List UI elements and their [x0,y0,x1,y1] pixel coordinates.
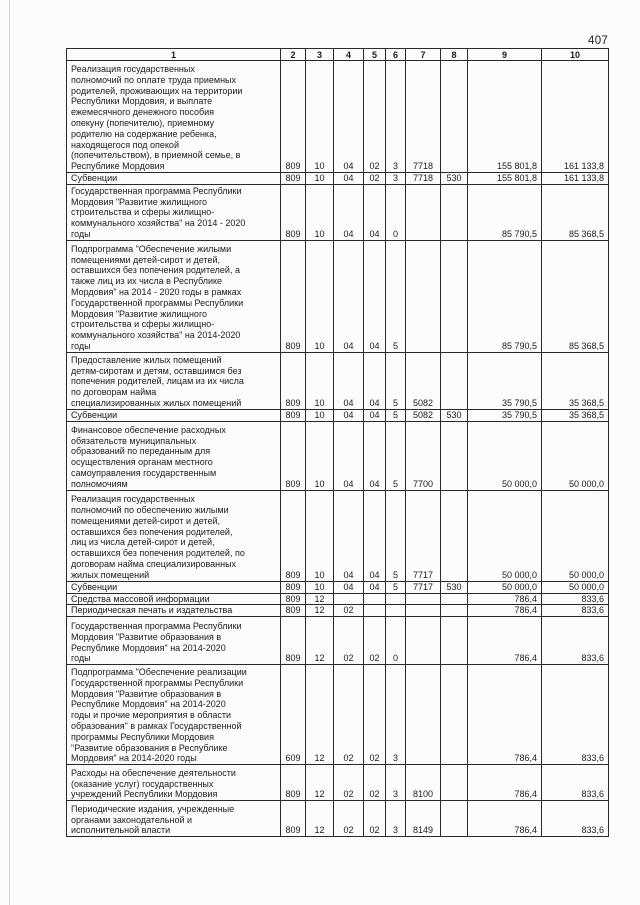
cell-col-6: 3 [386,801,406,837]
cell-col-3: 12 [306,605,334,617]
header-col-3: 3 [306,49,334,61]
cell-col-2: 809 [281,421,306,490]
cell-col-7: 7718 [406,173,441,185]
cell-col-5 [364,605,386,617]
cell-col-9: 786,4 [468,605,542,617]
table-row [67,605,609,617]
cell-col-4: 02 [334,665,364,765]
row-description: Финансовое обеспечение расходных обязательств муниципальных образований по переданным для осуществления органам местного самоуправления государственным полномочиям [67,421,281,490]
cell-col-2: 809 [281,765,306,801]
cell-col-9: 85 790,5 [468,240,542,352]
cell-col-5: 02 [364,173,386,185]
cell-col-3: 12 [306,665,334,765]
cell-col-6: 3 [386,61,406,173]
cell-col-4 [334,593,364,605]
cell-col-5: 02 [364,617,386,665]
cell-col-9: 786,4 [468,593,542,605]
cell-col-10: 85 368,5 [542,184,609,240]
cell-col-8 [441,61,468,173]
cell-col-10: 85 368,5 [542,240,609,352]
header-col-6: 6 [386,49,406,61]
cell-col-4: 02 [334,617,364,665]
cell-col-8 [441,184,468,240]
cell-col-3: 12 [306,801,334,837]
cell-col-4: 04 [334,421,364,490]
cell-col-7 [406,617,441,665]
cell-col-9: 35 790,5 [468,352,542,409]
cell-col-3: 10 [306,240,334,352]
cell-col-6: 3 [386,173,406,185]
cell-col-2: 809 [281,593,306,605]
cell-col-3: 10 [306,352,334,409]
cell-col-3: 10 [306,409,334,421]
cell-col-10: 50 000,0 [542,421,609,490]
row-description: Подпрограмма "Обеспечение реализации Государственной программы Республики Мордовия "Развитие образования в Республике Мордовия" на 2014-2020 годы и прочие мероприятия в области образования" в рамках Государственной программы Республики Мордовия "Развитие образования в Республике Мордовия" на 2014-2020 годы [67,665,281,765]
header-col-8: 8 [441,49,468,61]
table-row [67,581,609,593]
row-description: Государственная программа Республики Мордовия "Развитие жилищного строительства и сферы жилищно- коммунального хозяйства" на 2014 - 2020 годы [67,184,281,240]
cell-col-9: 786,4 [468,801,542,837]
cell-col-6: 5 [386,581,406,593]
cell-col-7 [406,240,441,352]
cell-col-9: 155 801,8 [468,173,542,185]
cell-col-8 [441,490,468,581]
cell-col-2: 809 [281,173,306,185]
table-row [67,240,609,352]
cell-col-4: 04 [334,409,364,421]
cell-col-3: 10 [306,61,334,173]
cell-col-9: 786,4 [468,665,542,765]
cell-col-8 [441,593,468,605]
cell-col-5: 02 [364,61,386,173]
cell-col-4: 02 [334,605,364,617]
table-row [67,173,609,185]
row-description: Периодическая печать и издательства [67,605,281,617]
cell-col-2: 809 [281,240,306,352]
cell-col-7: 7718 [406,61,441,173]
cell-col-2: 609 [281,665,306,765]
table-row [67,801,609,837]
cell-col-2: 809 [281,605,306,617]
cell-col-8 [441,421,468,490]
cell-col-2: 809 [281,490,306,581]
cell-col-2: 809 [281,184,306,240]
cell-col-5: 04 [364,581,386,593]
cell-col-4: 04 [334,490,364,581]
cell-col-5: 04 [364,421,386,490]
cell-col-5: 04 [364,352,386,409]
cell-col-8 [441,801,468,837]
cell-col-9: 35 790,5 [468,409,542,421]
cell-col-3: 10 [306,173,334,185]
cell-col-10: 50 000,0 [542,490,609,581]
cell-col-7 [406,593,441,605]
cell-col-10: 35 368,5 [542,352,609,409]
header-row [67,49,609,61]
cell-col-6: 3 [386,665,406,765]
cell-col-2: 809 [281,801,306,837]
row-description: Расходы на обеспечение деятельности (оказание услуг) государственных учреждений Республики Мордовия [67,765,281,801]
cell-col-7: 7717 [406,581,441,593]
cell-col-9: 786,4 [468,617,542,665]
cell-col-7 [406,605,441,617]
row-description: Субвенции [67,409,281,421]
cell-col-7: 5082 [406,352,441,409]
table-row [67,765,609,801]
cell-col-3: 10 [306,490,334,581]
cell-col-4: 04 [334,581,364,593]
cell-col-7: 8149 [406,801,441,837]
cell-col-5 [364,593,386,605]
cell-col-3: 12 [306,765,334,801]
cell-col-6: 5 [386,421,406,490]
cell-col-7: 8100 [406,765,441,801]
cell-col-6: 3 [386,765,406,801]
cell-col-10: 833,6 [542,605,609,617]
cell-col-10: 833,6 [542,801,609,837]
cell-col-6: 5 [386,240,406,352]
cell-col-3: 10 [306,581,334,593]
cell-col-8: 530 [441,581,468,593]
header-col-2: 2 [281,49,306,61]
cell-col-4: 04 [334,173,364,185]
cell-col-4: 04 [334,352,364,409]
cell-col-7 [406,184,441,240]
table-row [67,593,609,605]
cell-col-9: 50 000,0 [468,490,542,581]
cell-col-10: 833,6 [542,665,609,765]
cell-col-5: 04 [364,240,386,352]
cell-col-6: 5 [386,490,406,581]
header-col-7: 7 [406,49,441,61]
cell-col-3: 12 [306,617,334,665]
row-description: Подпрограмма "Обеспечение жилыми помещениями детей-сирот и детей, оставшихся без попечения родителей, а также лиц из их числа в Республике Мордовия" на 2014 - 2020 годы в рамках Государственной программы Республики Мордовия "Развитие жилищного строительства и сферы жилищно- коммунального хозяйства" на 2014-2020 годы [67,240,281,352]
page-number: 407 [588,35,609,47]
cell-col-2: 809 [281,61,306,173]
cell-col-9: 786,4 [468,765,542,801]
header-col-9: 9 [468,49,542,61]
cell-col-2: 809 [281,409,306,421]
scan-edge [9,0,10,905]
cell-col-8 [441,240,468,352]
cell-col-9: 155 801,8 [468,61,542,173]
cell-col-9: 85 790,5 [468,184,542,240]
row-description: Реализация государственных полномочий по обеспечению жилыми помещениями детей-сирот и детей, оставшихся без попечения родителей, лиц из числа детей-сирот и детей, оставшихся без попечения родителей, по договорам найма специализированных жилых помещений [67,490,281,581]
cell-col-8 [441,352,468,409]
cell-col-5: 04 [364,184,386,240]
cell-col-5: 04 [364,490,386,581]
budget-table [66,48,609,837]
header-col-5: 5 [364,49,386,61]
table-row [67,409,609,421]
cell-col-10: 161 133,8 [542,173,609,185]
row-description: Периодические издания, учрежденные органами законодательной и исполнительной власти [67,801,281,837]
cell-col-8 [441,765,468,801]
row-description: Государственная программа Республики Мордовия "Развитие образования в Республике Мордовия" на 2014-2020 годы [67,617,281,665]
cell-col-6 [386,593,406,605]
cell-col-5: 02 [364,665,386,765]
table-row [67,184,609,240]
cell-col-10: 833,6 [542,617,609,665]
cell-col-6 [386,605,406,617]
cell-col-4: 02 [334,765,364,801]
cell-col-3: 10 [306,421,334,490]
header-col-1: 1 [67,49,281,61]
table-row [67,421,609,490]
cell-col-6: 0 [386,184,406,240]
cell-col-10: 50 000,0 [542,581,609,593]
cell-col-2: 809 [281,352,306,409]
cell-col-8 [441,605,468,617]
row-description: Реализация государственных полномочий по оплате труда приемных родителей, проживающих на территории Республики Мордовия, и выплате ежемесячного денежного пособия опекуну (попечителю), приемному родителю на содержание ребенка, находящегося под опекой (попечительством), в приемной семье, в Республике Мордовия [67,61,281,173]
cell-col-10: 833,6 [542,593,609,605]
table-row [67,352,609,409]
cell-col-3: 10 [306,184,334,240]
cell-col-4: 04 [334,240,364,352]
cell-col-9: 50 000,0 [468,421,542,490]
cell-col-8 [441,617,468,665]
table-row [67,665,609,765]
row-description: Субвенции [67,581,281,593]
table-row [67,490,609,581]
cell-col-2: 809 [281,581,306,593]
cell-col-8: 530 [441,173,468,185]
header-col-10: 10 [542,49,609,61]
cell-col-5: 02 [364,765,386,801]
cell-col-10: 833,6 [542,765,609,801]
cell-col-8 [441,665,468,765]
cell-col-10: 35 368,5 [542,409,609,421]
cell-col-4: 02 [334,801,364,837]
cell-col-4: 04 [334,184,364,240]
header-col-4: 4 [334,49,364,61]
cell-col-7: 7700 [406,421,441,490]
cell-col-6: 5 [386,352,406,409]
cell-col-6: 5 [386,409,406,421]
cell-col-6: 0 [386,617,406,665]
row-description: Средства массовой информации [67,593,281,605]
row-description: Предоставление жилых помещений детям-сиротам и детям, оставшимся без попечения родителей, лицам из их числа по договорам найма специализированных жилых помещений [67,352,281,409]
cell-col-7: 5082 [406,409,441,421]
cell-col-7 [406,665,441,765]
cell-col-5: 02 [364,801,386,837]
cell-col-5: 04 [364,409,386,421]
cell-col-8: 530 [441,409,468,421]
row-description: Субвенции [67,173,281,185]
cell-col-10: 161 133,8 [542,61,609,173]
cell-col-4: 04 [334,61,364,173]
table-row [67,61,609,173]
table-row [67,617,609,665]
cell-col-2: 809 [281,617,306,665]
cell-col-3: 12 [306,593,334,605]
cell-col-7: 7717 [406,490,441,581]
cell-col-9: 50 000,0 [468,581,542,593]
